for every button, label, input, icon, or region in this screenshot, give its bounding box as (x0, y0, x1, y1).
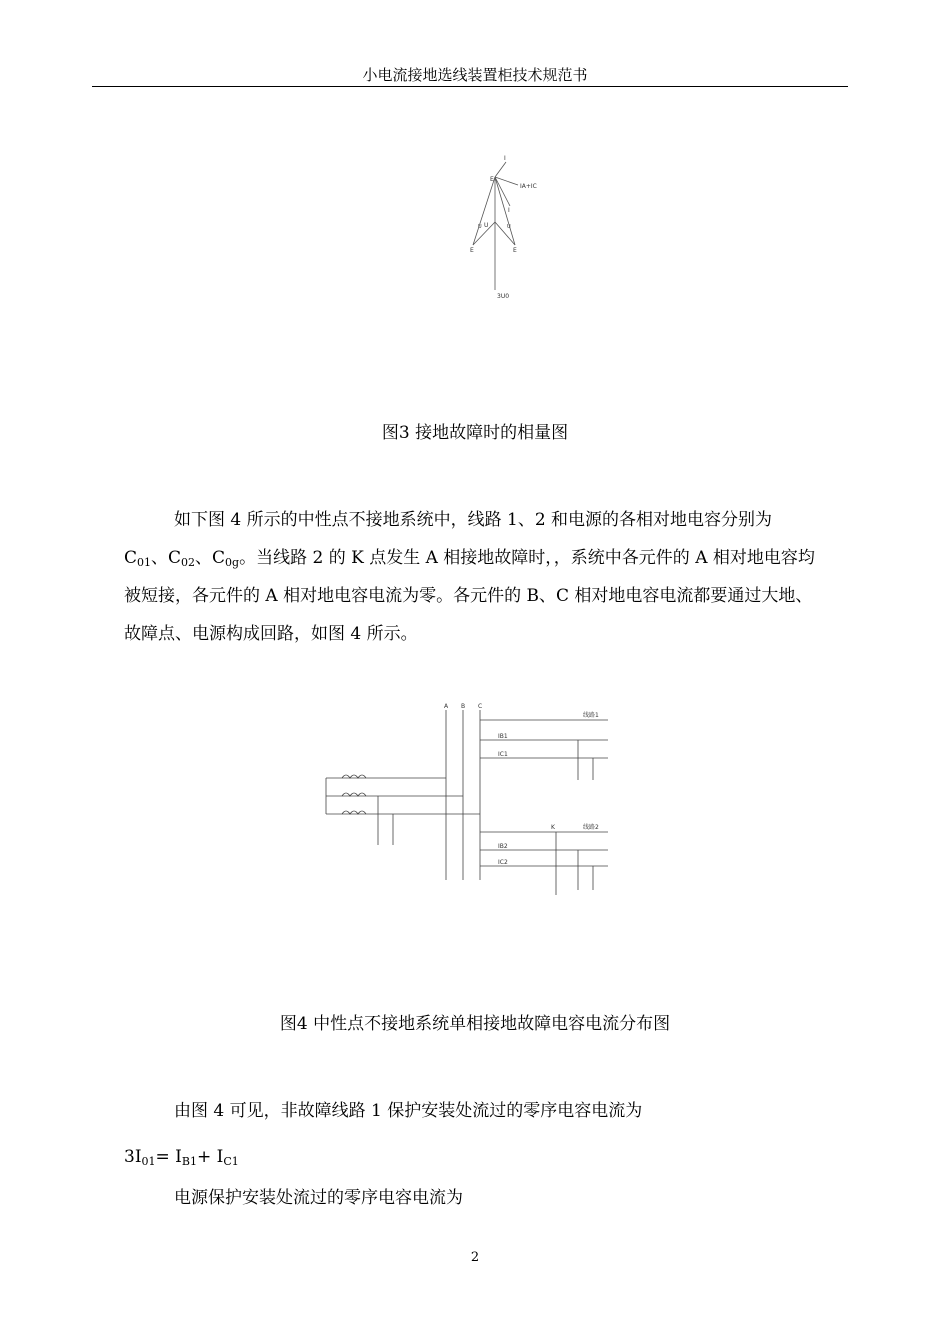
circuit-diagram (318, 700, 618, 905)
label-k: K (551, 824, 555, 831)
phasor-eb (473, 177, 495, 245)
label-ia-ic: IA+IC (520, 183, 537, 190)
label-ec: E (513, 247, 517, 254)
label-line1: 线路1 (583, 712, 599, 719)
label-line2: 线路2 (583, 824, 599, 831)
equation: $3I_{01}= I_{B1}+ I_{C1}$ (124, 1147, 239, 1168)
label-ib1: IB1 (498, 733, 508, 740)
label-bus-b: B (461, 703, 466, 710)
label-bus-a: A (444, 703, 449, 710)
page-number: 2 (470, 1250, 480, 1265)
header-rule (92, 86, 848, 87)
label-ic2: IC2 (498, 859, 508, 866)
label-u0: 3U0 (497, 293, 510, 300)
label-ua: U (484, 222, 489, 229)
paragraph1-line1: 如下图 4 所示的中性点不接地系统中，线路 1、2 和电源的各相对地电容分别为 (174, 510, 773, 530)
phasor-ic (495, 162, 506, 177)
phasor-diagram (450, 150, 560, 310)
label-uc: U (507, 224, 511, 230)
label-ea: E (490, 176, 494, 183)
label-ib2: IB2 (498, 843, 508, 850)
figure4-caption: 图4 中性点不接地系统单相接地故障电容电流分布图 (279, 1014, 671, 1034)
document-header: 小电流接地选线装置柜技术规范书 (362, 66, 588, 84)
paragraph3: 电源保护安装处流过的零序电容电流为 (174, 1188, 463, 1208)
label-ub: U (478, 224, 482, 230)
paragraph1-line4: 故障点、电源构成回路，如图 4 所示。 (124, 624, 418, 644)
label-ic1: IC1 (498, 751, 508, 758)
label-ib: I (508, 207, 510, 214)
paragraph2: 由图 4 可见，非故障线路 1 保护安装处流过的零序电容电流为 (174, 1101, 643, 1121)
paragraph1-line3: 被短接，各元件的 A 相对地电容电流为零。各元件的 B、C 相对地电容电流都要通过大地、 (124, 586, 813, 606)
label-eb: E (470, 247, 474, 254)
paragraph1-line2: $C_{01}$、$C_{02}$、$C_{0g}$。当线路 2 的 K 点发生 A 相接地故障时，，系统中各元件的 A 相对地电容均 (124, 548, 815, 569)
figure3-caption: 图3 接地故障时的相量图 (381, 423, 569, 443)
label-bus-c: C (478, 703, 483, 710)
phasor-ec (495, 177, 515, 245)
label-ic: I (504, 155, 506, 162)
